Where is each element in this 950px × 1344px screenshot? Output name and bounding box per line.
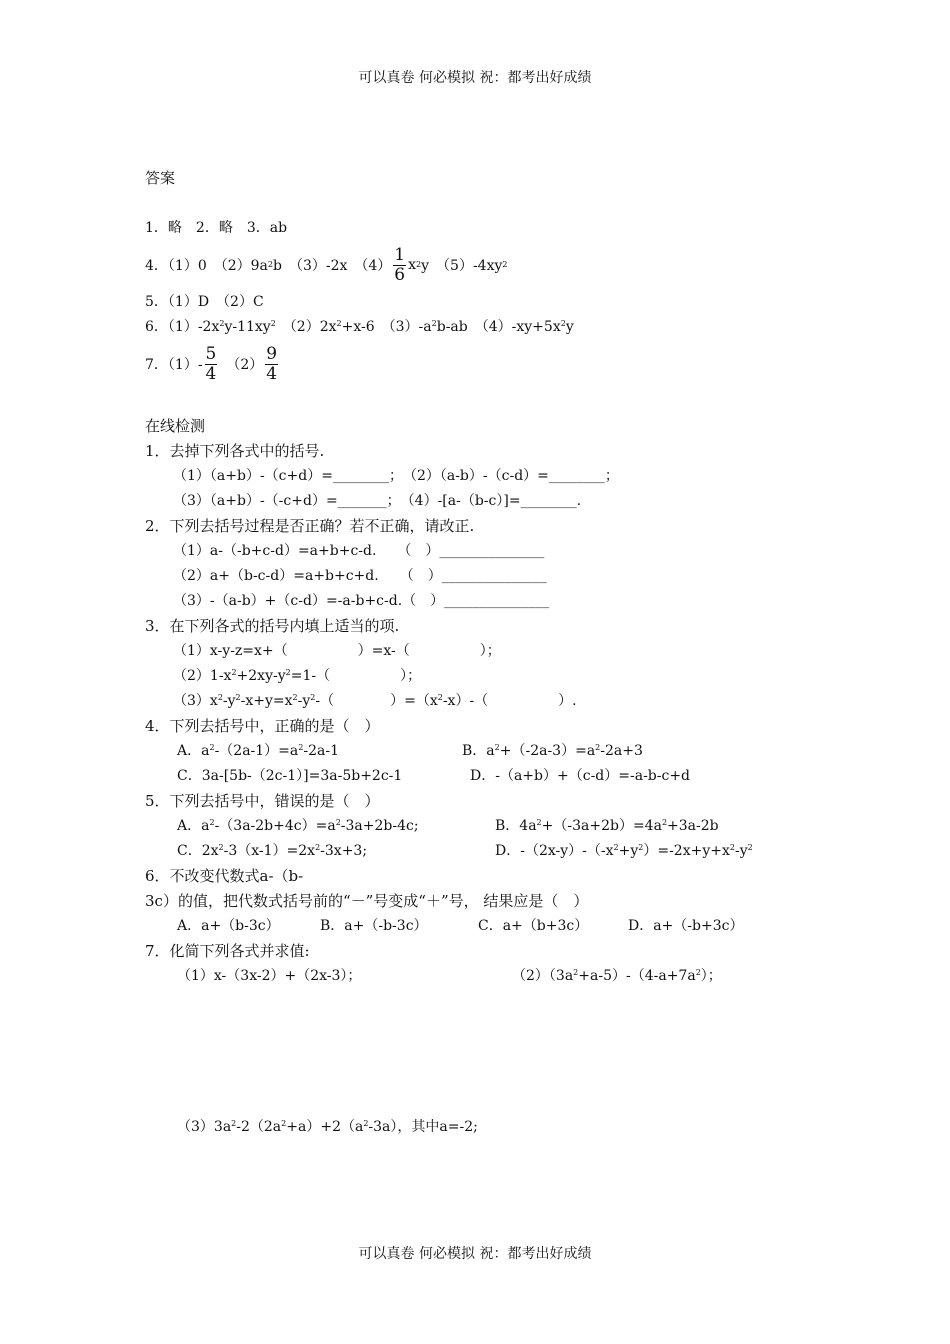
fraction-numerator: 1 [394, 244, 406, 265]
question-1-line-2: （3）（a+b）-（-c+d）=_______； （4）-[a-（b-c）]=________. [173, 493, 582, 509]
option-text: A．a [177, 818, 210, 834]
question-6-stem-line-1: 6．不改变代数式a-（b- [145, 867, 304, 885]
question-5-option-d [495, 841, 753, 861]
exponent: 2 [217, 693, 223, 702]
question-2-line-2: （2）a+（b-c-d）=a+b+c+d. （ ）_______________ [173, 568, 547, 584]
exponent: 2 [310, 693, 316, 702]
q7-text: （3）3a [177, 1119, 232, 1135]
exponent: 2 [573, 968, 579, 977]
q3-text: -（ ）=（x [315, 693, 438, 709]
exponent: 2 [292, 693, 298, 702]
exponent: 2 [218, 843, 224, 852]
question-2-stem: 2．下列去括号过程是否正确？若不正确，请改正. [145, 517, 475, 535]
answers-title: 答案 [145, 169, 176, 187]
exponent: 2 [270, 319, 276, 328]
q7-text: +a-5）-（4-a+7a [578, 968, 696, 984]
option-text: -（2a-1）=a [214, 743, 299, 759]
question-4-option-d: D．-（a+b）+（c-d）=-a-b-c+d [470, 768, 691, 784]
option-text: B．4a [495, 818, 537, 834]
option-text: +（-2a-3）=a [499, 743, 596, 759]
exponent: 2 [431, 319, 437, 328]
answer-line-5: 5．（1）D （2）C [145, 294, 264, 310]
fraction-nine-fourths [265, 345, 278, 384]
answer-6-text: +x-6 （3）-a [341, 319, 432, 335]
exponent: 2 [729, 843, 735, 852]
q7-text: -3a），其中a=-2; [368, 1119, 478, 1135]
question-7-stem: 7．化简下列各式并求值: [145, 942, 310, 960]
answer-4-text: x [408, 257, 417, 273]
question-1-line-1: （1）（a+b）-（c+d）=________； （2）（a-b）-（c-d）=________； [173, 468, 619, 484]
option-text: B．a [462, 743, 495, 759]
fraction-one-sixth [393, 246, 406, 285]
q3-text: -y [297, 693, 311, 709]
question-3-line-1: （1）x-y-z=x+（ ）=x-（ ）； [173, 643, 501, 659]
question-3-stem: 3．在下列各式的括号内填上适当的项. [145, 617, 400, 635]
answer-4-text: 4．（1）0 （2）9a [145, 258, 268, 274]
exponent: 2 [661, 818, 668, 827]
q3-text: -x+y=x [240, 693, 293, 709]
option-text: +（-3a+2b）=4a [541, 818, 662, 834]
answer-6-text: y-11xy [224, 319, 271, 335]
question-7-part-3 [177, 1117, 478, 1137]
question-2-line-1: （1）a-（-b+c-d）=a+b+c-d. （ ）_______________ [173, 543, 545, 559]
question-4-option-c: C．3a-[5b-（2c-1）]=3a-5b+2c-1 [177, 768, 403, 784]
question-1-stem: 1．去掉下列各式中的括号. [145, 442, 325, 460]
fraction-numerator: 9 [266, 343, 278, 364]
answer-line-7 [145, 340, 280, 388]
exponent: 2 [281, 1119, 287, 1128]
answer-line-6 [145, 317, 574, 337]
question-3-line-2 [173, 666, 421, 686]
exponent: 2 [209, 743, 215, 752]
q3-text: =1-（ ）； [290, 668, 422, 684]
question-3-line-3 [173, 691, 577, 711]
exponent: 2 [235, 693, 241, 702]
fraction-five-fourths [205, 345, 218, 384]
q3-text: （3）x [173, 693, 218, 709]
q7-text: +a）+2（a [286, 1119, 364, 1135]
option-text: C．2x [177, 843, 219, 859]
fraction-denominator: 4 [205, 363, 217, 384]
question-5-option-b [495, 816, 719, 836]
exponent: 2 [335, 818, 341, 827]
answer-line-1-3: 1．略 2．略 3．ab [145, 220, 288, 236]
option-text: A．a [177, 743, 210, 759]
answer-line-4: 4．（1）0 （2）9a 2 b （3）-2x （4） $\frac{1}{6}$ x 2 y （5）-4xy 2 [145, 244, 508, 285]
exponent: 2 [536, 818, 542, 827]
answer-4-text: y （5）-4xy [421, 258, 503, 274]
fraction-denominator: 6 [394, 264, 406, 285]
answer-7-text: （2） [219, 357, 264, 373]
option-text: ）=-2x+y+x [643, 843, 730, 859]
option-text: -2a+3 [600, 743, 643, 759]
q7-text: （2）（3a [512, 968, 574, 984]
fraction-denominator: 4 [266, 363, 278, 384]
exponent: 2 [315, 843, 321, 852]
option-text: -3x+3; [320, 843, 368, 859]
exponent: 2 [231, 1119, 237, 1128]
question-7-part-1: （1）x-（3x-2）+（2x-3）； [177, 968, 362, 984]
option-text: +y [618, 843, 639, 859]
option-text: -2a-1 [303, 743, 339, 759]
exponent: 2 [613, 843, 619, 852]
option-text: +3a-2b [667, 818, 719, 834]
exponent: 2 [209, 818, 215, 827]
question-6-option-b: B．a+（-b-3c） [320, 918, 428, 934]
exponent: 2 [595, 743, 601, 752]
q3-text: -y [222, 693, 236, 709]
exponent: 2 [219, 319, 225, 328]
exponent: 2 [560, 319, 566, 328]
exponent: 2 [298, 743, 304, 752]
exponent: 2 [747, 843, 753, 852]
page-header: 可以真卷 何必模拟 祝：都考出好成绩 [358, 70, 592, 86]
exponent: 2 [231, 668, 237, 677]
question-4-stem: 4．下列去括号中，正确的是（ ） [145, 717, 380, 735]
exponent: 2 [363, 1119, 369, 1128]
answer-6-text: b-ab （4）-xy+5x [436, 319, 561, 335]
answer-7-text: 7．（1）- [145, 357, 203, 373]
question-2-line-3: （3）-（a-b）+（c-d）=-a-b+c-d.（ ）_______________ [173, 593, 550, 609]
answer-6-text: （2）2x [275, 319, 337, 335]
q7-text: ）； [700, 968, 722, 984]
question-6-stem-line-2: 3c）的值，把代数式括号前的“－”号变成“＋”号， 结果应是（ ） [145, 892, 589, 910]
option-text: -y [734, 843, 748, 859]
q3-text: +2xy-y [236, 668, 286, 684]
option-text: -3a+2b-4c; [340, 818, 419, 834]
exponent: 2 [285, 668, 291, 677]
answer-6-text: 6．（1）-2x [145, 319, 220, 335]
q7-text: -2（2a [236, 1119, 282, 1135]
question-6-option-d: D．a+（-b+3c） [628, 918, 744, 934]
question-7-part-2 [512, 966, 722, 986]
question-5-option-c [177, 841, 367, 861]
question-4-option-b [462, 741, 643, 761]
exponent: 2 [638, 843, 644, 852]
page-footer: 可以真卷 何必模拟 祝：都考出好成绩 [358, 1246, 592, 1262]
online-test-title: 在线检测 [145, 417, 206, 435]
question-6-option-a: A．a+（b-3c） [177, 918, 280, 934]
answer-4-text: b （3）-2x （4） [272, 258, 392, 274]
exponent: 2 [336, 319, 342, 328]
exponent: 2 [437, 693, 443, 702]
option-text: -（3a-2b+4c）=a [214, 818, 336, 834]
q3-text: （2）1-x [173, 668, 232, 684]
exponent: 2 [695, 968, 701, 977]
q3-text: -x）-（ ）. [442, 693, 577, 709]
answer-6-text: y [565, 319, 574, 335]
question-5-option-a [177, 816, 419, 836]
question-4-option-a [177, 741, 339, 761]
question-5-stem: 5．下列去括号中，错误的是（ ） [145, 792, 380, 810]
option-text: D．-（2x-y）-（-x [495, 843, 614, 859]
option-text: -3（x-1）=2x [223, 843, 316, 859]
exponent: 2 [494, 743, 500, 752]
fraction-numerator: 5 [205, 343, 217, 364]
question-6-option-c: C．a+（b+3c） [478, 918, 589, 934]
